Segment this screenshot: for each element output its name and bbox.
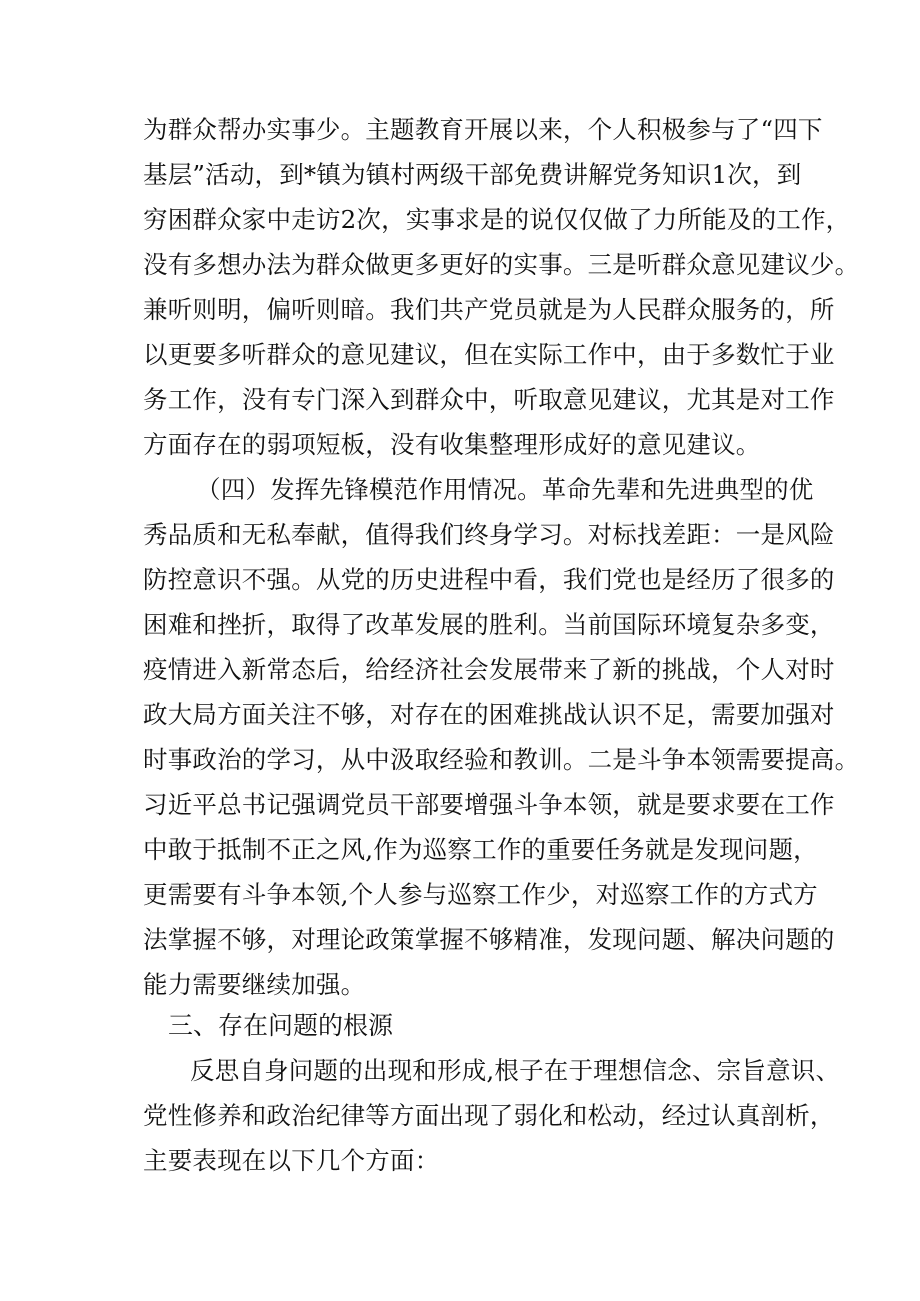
text-line: 习近平总书记强调党员干部要增强斗争本领，就是要求要在工作 [143, 790, 835, 819]
text-line: 穷困群众家中走访2次，实事求是的说仅仅做了力所能及的工作， [143, 205, 851, 234]
text-line: 为群众帮办实事少。主题教育开展以来，个人积极参与了“四下 [143, 115, 823, 144]
text-line: 更需要有斗争本领,个人参与巡察工作少，对巡察工作的方式方 [143, 880, 818, 909]
text-line: 能力需要继续加强。 [143, 970, 366, 999]
text-line: 基层”活动，到*镇为镇村两级干部免费讲解党务知识1次，到 [143, 160, 802, 189]
text-line: 防控意识不强。从党的历史进程中看，我们党也是经历了很多的 [143, 565, 835, 594]
text-line: 兼听则明，偏听则暗。我们共产党员就是为人民群众服务的，所 [143, 295, 835, 324]
section-heading: 三、存在问题的根源 [168, 1011, 394, 1040]
text-line: 方面存在的弱项短板，没有收集整理形成好的意见建议。 [143, 430, 761, 459]
text-line: 没有多想办法为群众做更多更好的实事。三是听群众意见建议少。 [143, 250, 860, 279]
text-line: 疫情进入新常态后，给经济社会发展带来了新的挑战，个人对时 [143, 655, 835, 684]
text-line: 中敢于抵制不正之风,作为巡察工作的重要任务就是发现问题， [143, 835, 818, 864]
text-line: 反思自身问题的出现和形成,根子在于理想信念、宗旨意识、 [190, 1056, 841, 1085]
text-line: 党性修养和政治纪律等方面出现了弱化和松动，经过认真剖析， [143, 1101, 835, 1130]
text-line: 时事政治的学习，从中汲取经验和教训。二是斗争本领需要提高。 [143, 745, 860, 774]
text-line: 政大局方面关注不够，对存在的困难挑战认识不足，需要加强对 [143, 700, 835, 729]
text-line: （四）发挥先锋模范作用情况。革命先辈和先进典型的优 [196, 475, 814, 504]
text-line: 秀品质和无私奉献，值得我们终身学习。对标找差距：一是风险 [143, 520, 835, 549]
text-line: 务工作，没有专门深入到群众中，听取意见建议，尤其是对工作 [143, 385, 835, 414]
text-line: 困难和挫折，取得了改革发展的胜利。当前国际环境复杂多变， [143, 610, 835, 639]
text-line: 法掌握不够，对理论政策掌握不够精准，发现问题、解决问题的 [143, 925, 835, 954]
text-line: 主要表现在以下几个方面： [143, 1146, 440, 1175]
text-line: 以更要多听群众的意见建议，但在实际工作中，由于多数忙于业 [143, 340, 835, 369]
